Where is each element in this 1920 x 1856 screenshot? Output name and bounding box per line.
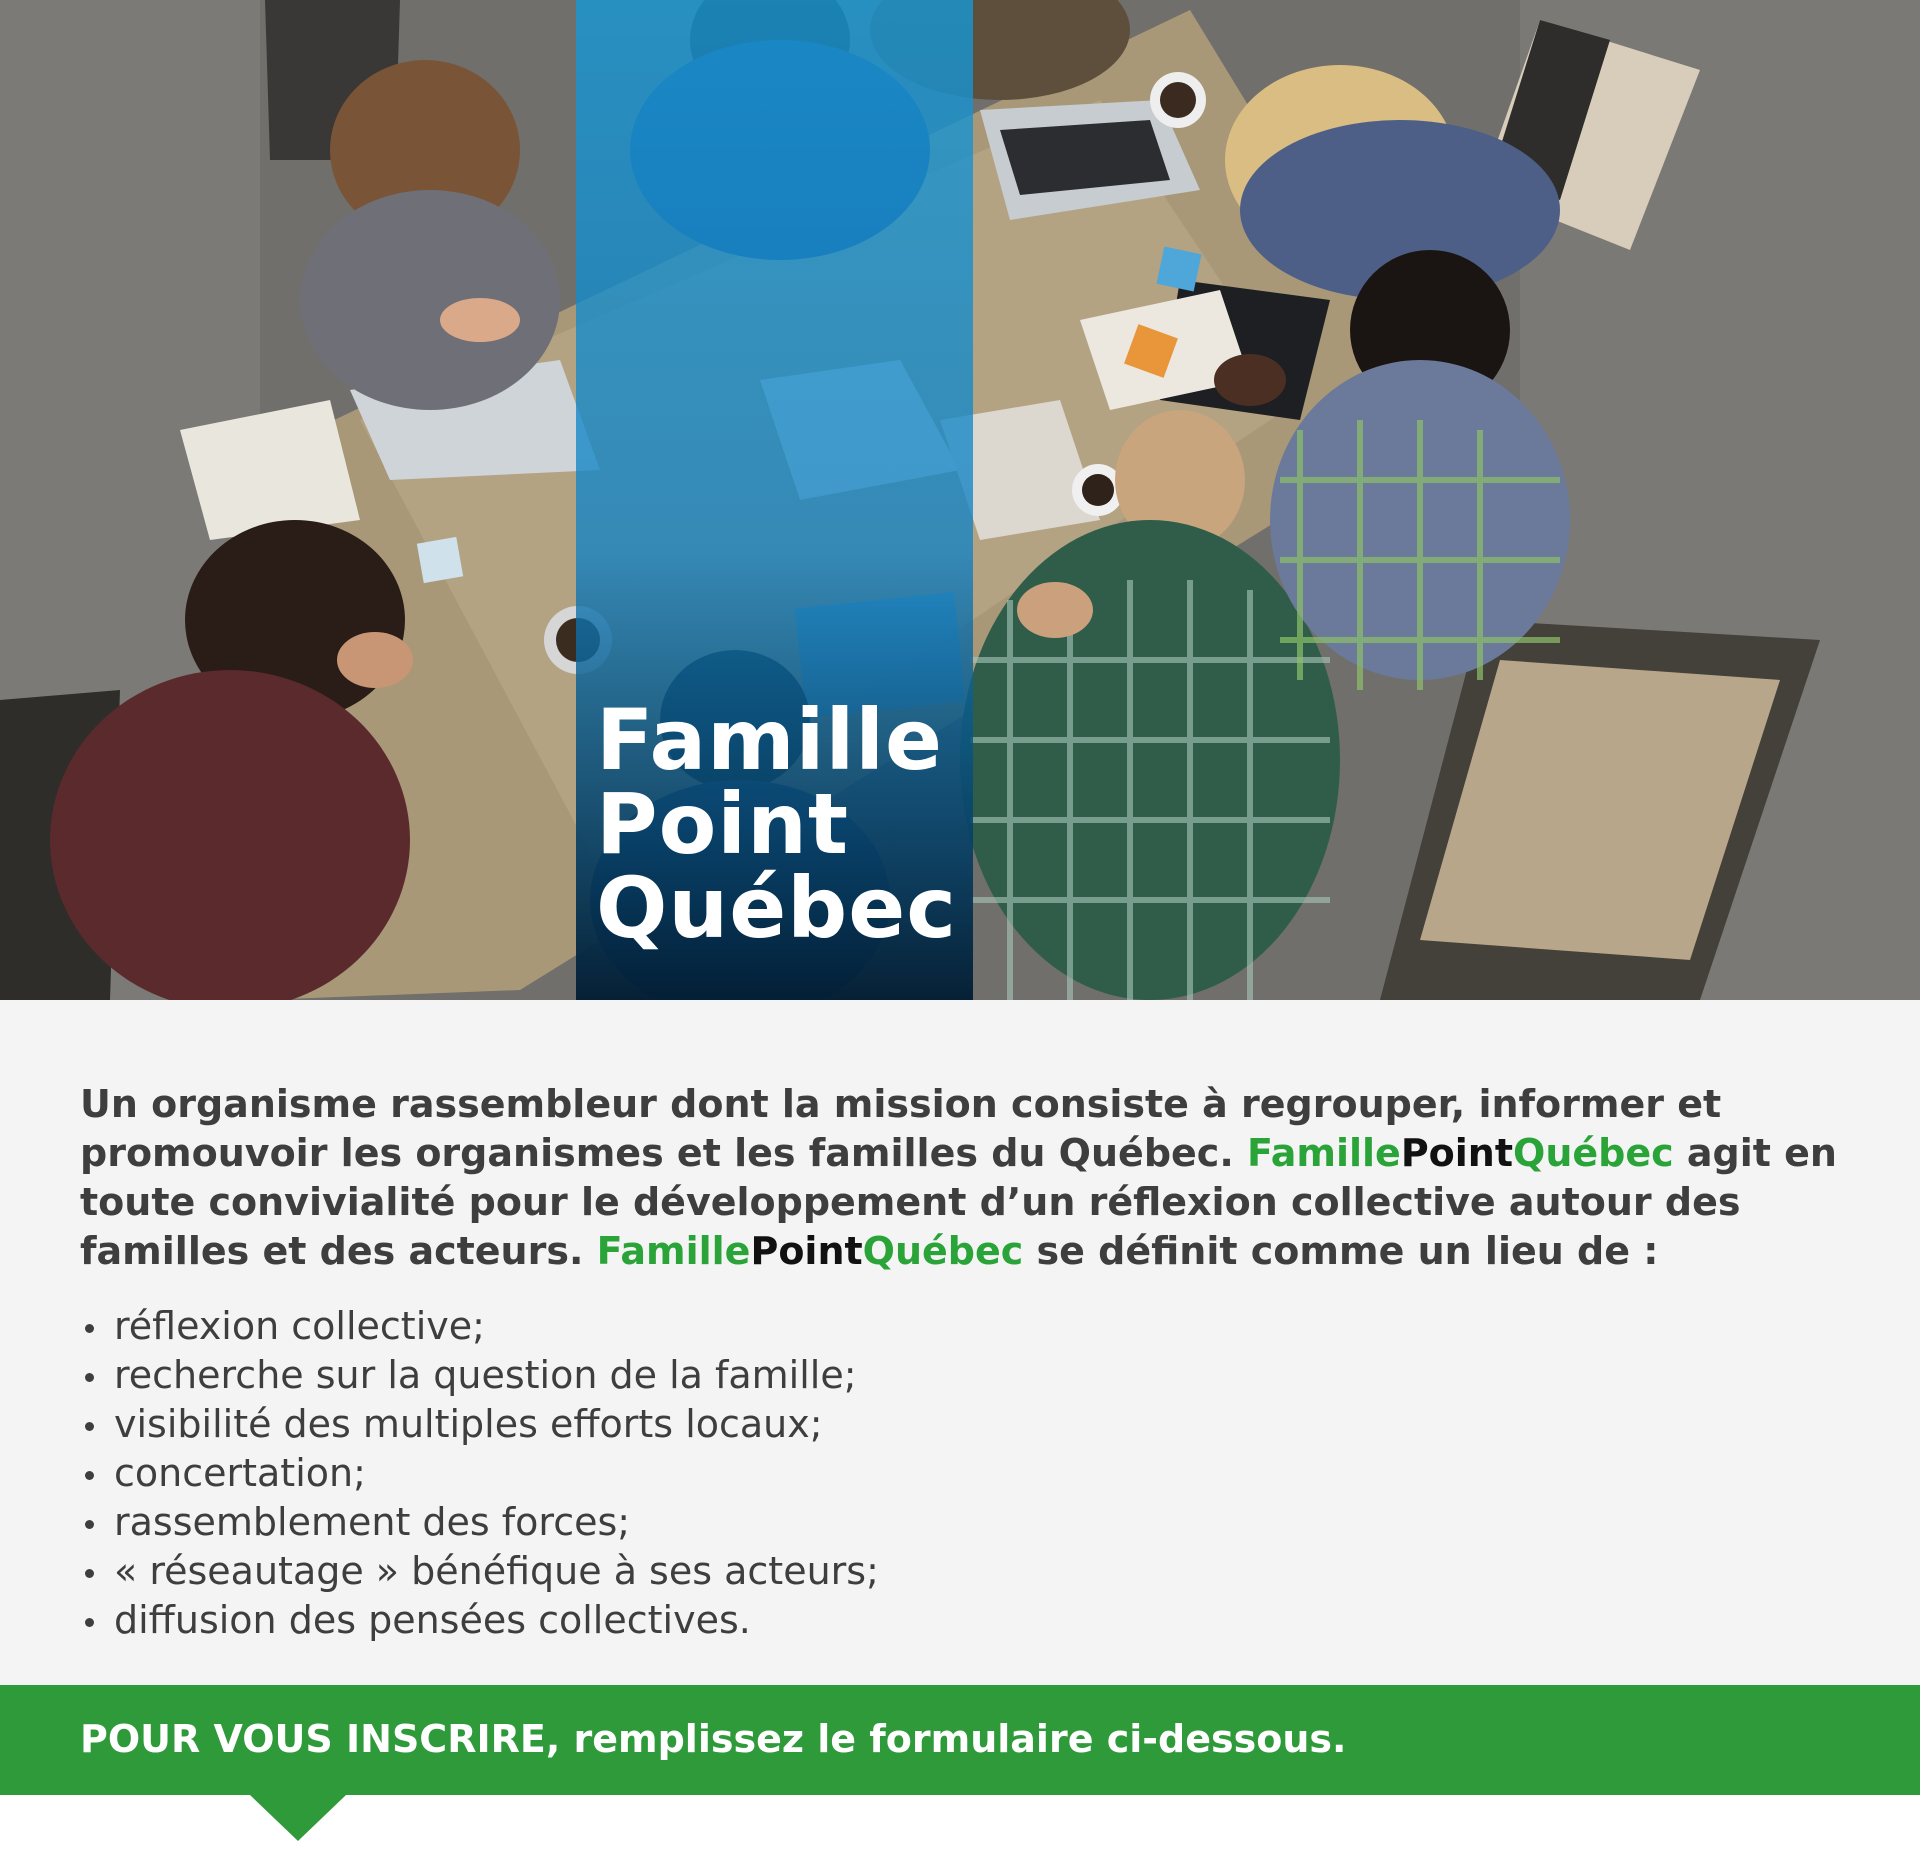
list-item: « réseautage » bénéfique à ses acteurs;: [80, 1547, 1480, 1596]
registration-banner: [0, 1685, 1920, 1795]
hero-title-line-3: Québec: [596, 859, 958, 957]
brand-name-famille: Famille: [1246, 1131, 1401, 1175]
list-item: visibilité des multiples efforts locaux;: [80, 1400, 1480, 1449]
cta-rest: remplissez le formulaire ci-dessous.: [560, 1717, 1347, 1761]
mission-section: [0, 1000, 1920, 1685]
hero-title-line-2: Point: [596, 775, 850, 873]
list-item: recherche sur la question de la famille;: [80, 1351, 1480, 1400]
cta-bold: POUR VOUS INSCRIRE,: [80, 1717, 561, 1761]
hero-title-line-1: Famille: [596, 691, 944, 789]
brand-name-famille: Famille: [596, 1229, 751, 1273]
list-item: rassemblement des forces;: [80, 1498, 1480, 1547]
brand-name-point: Point: [1400, 1131, 1514, 1175]
list-item: réflexion collective;: [80, 1302, 1480, 1351]
mission-text-part-2: agit en toute convivialité pour le développement d’un réflexion collective autour des familles et des acteurs.: [80, 1131, 1837, 1273]
brand-name-point: Point: [750, 1229, 863, 1273]
list-item: concertation;: [80, 1449, 1480, 1498]
mission-text-part-1: Un organisme rassembleur dont la mission consiste à regrouper, informer et promouvoir les organismes et les familles du Québec.: [80, 1082, 1722, 1175]
mission-text-part-3: se définit comme un lieu de :: [1023, 1229, 1659, 1273]
feature-list: [80, 1302, 1480, 1645]
brand-name-quebec: Québec: [1513, 1131, 1674, 1175]
registration-cta-text: [80, 1713, 1346, 1765]
list-item: diffusion des pensées collectives.: [80, 1596, 1480, 1645]
mission-paragraph: [80, 1080, 1860, 1276]
brand-name-quebec: Québec: [862, 1229, 1024, 1273]
hero-title: [596, 691, 976, 957]
down-arrow-icon: [250, 1795, 346, 1841]
